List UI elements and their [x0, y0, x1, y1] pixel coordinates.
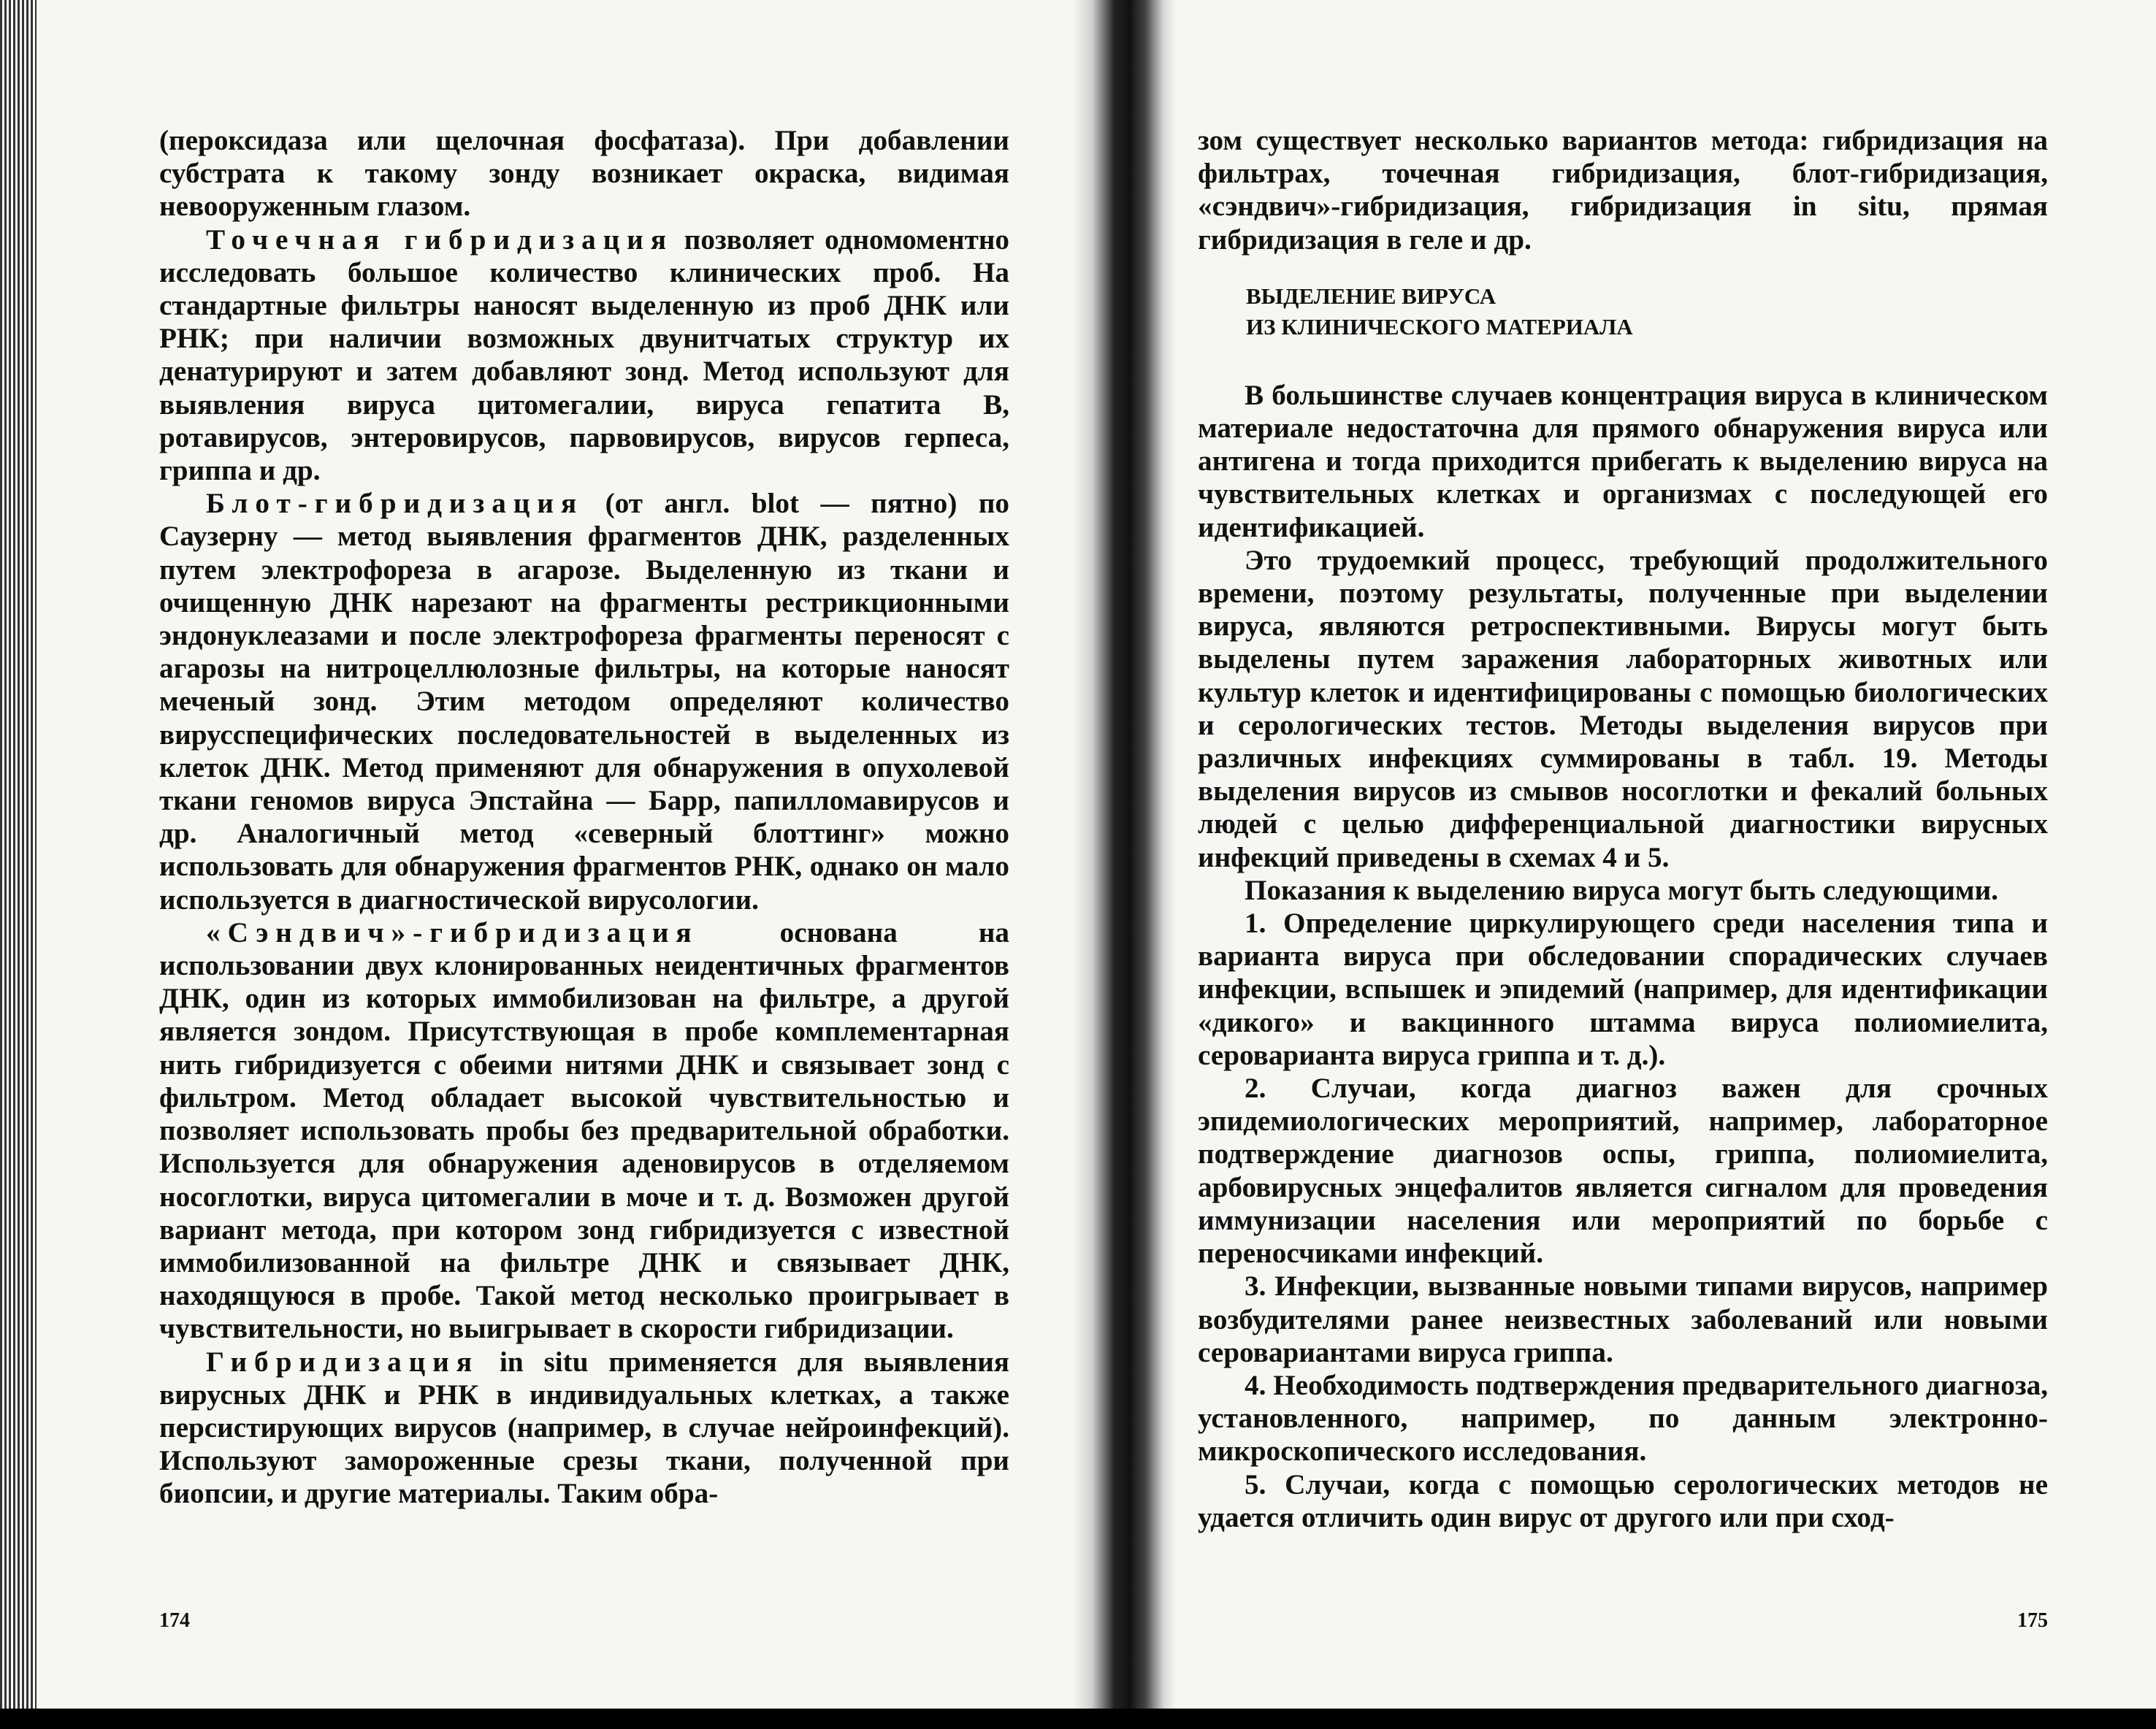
- term-in-situ-hybridization: Гибридизация: [206, 1346, 480, 1378]
- left-paragraph-5: Гибридизация in situ применяется для выявления вирусных ДНК и РНК в индивидуальных клетках, а также персистирующих вирусов (например, в случае нейроинфекций). Используют замороженные срезы ткани, полученной при биопсии, и другие материалы. Таким обра-: [159, 1346, 1009, 1510]
- left-paragraph-1: (пероксидаза или щелочная фосфатаза). При добавлении субстрата к такому зонду возникает окраска, видимая невооруженным глазом.: [159, 125, 1009, 223]
- right-paragraph-3: Показания к выделению вируса могут быть следующими.: [1245, 874, 1998, 906]
- section-heading-line-2: ИЗ КЛИНИЧЕСКОГО МАТЕРИАЛА: [1246, 313, 1633, 340]
- left-paragraph-4: «Сэндвич»-гибридизация основана на использовании двух клонированных неидентичных фрагментов ДНК, один из которых иммобилизован на фильтре, а другой является зондом. Присутствующая в пробе комплементарная нить гибридизуется с обеими нитями ДНК и связывает зонд с фильтром. Метод обладает высокой чувствительностью и позволяет использовать пробы без предварительной обработки. Используется для обнаружения аденовирусов в отделяемом носоглотки, вируса цитомегалии в моче и т. д. Возможен другой вариант метода, при котором зонд гибридизуется с известной иммобилизованной на фильтре ДНК и связывает ДНК, находящуюся в пробе. Такой метод несколько проигрывает в чувствительности, но выигрывает в скорости гибридизации.: [159, 916, 1009, 1345]
- scan-edge-left: [0, 0, 37, 1709]
- right-paragraph-1: В большинстве случаев концентрация вируса в клиническом материале недостаточна для прямого обнаружения вируса или антигена и тогда приходится прибегать к выделению вируса на чувствительных клетках и организмах с последующей его идентификацией.: [1198, 379, 2048, 543]
- right-page: [1198, 124, 2048, 1534]
- left-paragraph-2: Точечная гибридизация позволяет одномоментно исследовать большое количество клинических проб. На стандартные фильтры наносят выделенную из проб ДНК или РНК; при наличии возможных двунитчатых структур их денатурируют и затем добавляют зонд. Метод используют для выявления вируса цитомегалии, вируса гепатита В, ротавирусов, энтеровирусов, парвовирусов, вирусов герпеса, гриппа и др.: [159, 223, 1009, 487]
- indication-4: 4. Необходимость подтверждения предварительного диагноза, установленного, например, по данным электронно-микроскопического исследования.: [1198, 1369, 2048, 1468]
- page-number-left: 174: [159, 1609, 190, 1632]
- section-heading: [1246, 281, 2048, 342]
- indication-5: 5. Случаи, когда с помощью серологических методов не удается отличить один вирус от другого или при сход-: [1198, 1468, 2048, 1533]
- indication-3: 3. Инфекции, вызванные новыми типами вирусов, например возбудителями ранее неизвестных заболеваний или новыми серовариантами вируса гриппа.: [1198, 1270, 2048, 1368]
- left-paragraph-3: Блот-гибридизация (от англ. blot — пятно) по Саузерну — метод выявления фрагментов ДНК, разделенных путем электрофореза в агарозе. Выделенную из ткани и очищенную ДНК нарезают на фрагменты рестрикционными эндонуклеазами и после электрофореза фрагменты переносят с агарозы на нитроцеллюлозные фильтры, на которые наносят меченый зонд. Этим методом определяют количество вирусспецифических последовательностей в выделенных из клеток ДНК. Метод применяют для обнаружения в опухолевой ткани геномов вируса Эпстайна — Барр, папилломавирусов и др. Аналогичный метод «северный блоттинг» можно использовать для обнаружения фрагментов РНК, однако он мало используется в диагностической вирусологии.: [159, 488, 1009, 916]
- right-paragraph-2: Это трудоемкий процесс, требующий продолжительного времени, поэтому результаты, полученные при выделении вируса, являются ретроспективными. Вирусы могут быть выделены путем заражения лабораторных животных или культур клеток и идентифицированы с помощью биологических и серологических тестов. Методы выделения вирусов при различных инфекциях суммированы в табл. 19. Методы выделения вирусов из смывов носоглотки и фекалий больных людей с целью дифференциальной диагностики вирусных инфекций приведены в схемах 4 и 5.: [1198, 544, 2048, 873]
- scan-bottom-edge: [0, 1709, 2156, 1729]
- left-page: [159, 124, 1009, 1511]
- term-dot-hybridization: Точечная гибридизация: [206, 223, 674, 256]
- term-sandwich-hybridization: «Сэндвич»-гибридизация: [206, 916, 699, 948]
- indication-1: 1. Определение циркулирующего среди населения типа и варианта вируса при обследовании спорадических случаев инфекции, вспышек и эпидемий (например, для идентификации «дикого» и вакцинного штамма вируса полиомиелита, сероварианта вируса гриппа и т. д.).: [1198, 908, 2048, 1071]
- term-blot-hybridization: Блот-гибридизация: [206, 488, 584, 520]
- right-intro: зом существует несколько вариантов метода: гибридизация на фильтрах, точечная гибридизация, блот-гибридизация, «сэндвич»-гибридизация, гибридизация in situ, прямая гибридизация в геле и др.: [1198, 125, 2048, 256]
- page-number-right: 175: [2017, 1609, 2048, 1632]
- book-gutter: [1074, 0, 1176, 1709]
- section-heading-line-1: ВЫДЕЛЕНИЕ ВИРУСА: [1246, 283, 1496, 309]
- indication-2: 2. Случаи, когда диагноз важен для срочных эпидемиологических мероприятий, например, лабораторное подтверждение диагнозов оспы, гриппа, полиомиелита, арбовирусных энцефалитов является сигналом для проведения иммунизации населения или мероприятий по борьбе с переносчиками инфекций.: [1198, 1073, 2048, 1270]
